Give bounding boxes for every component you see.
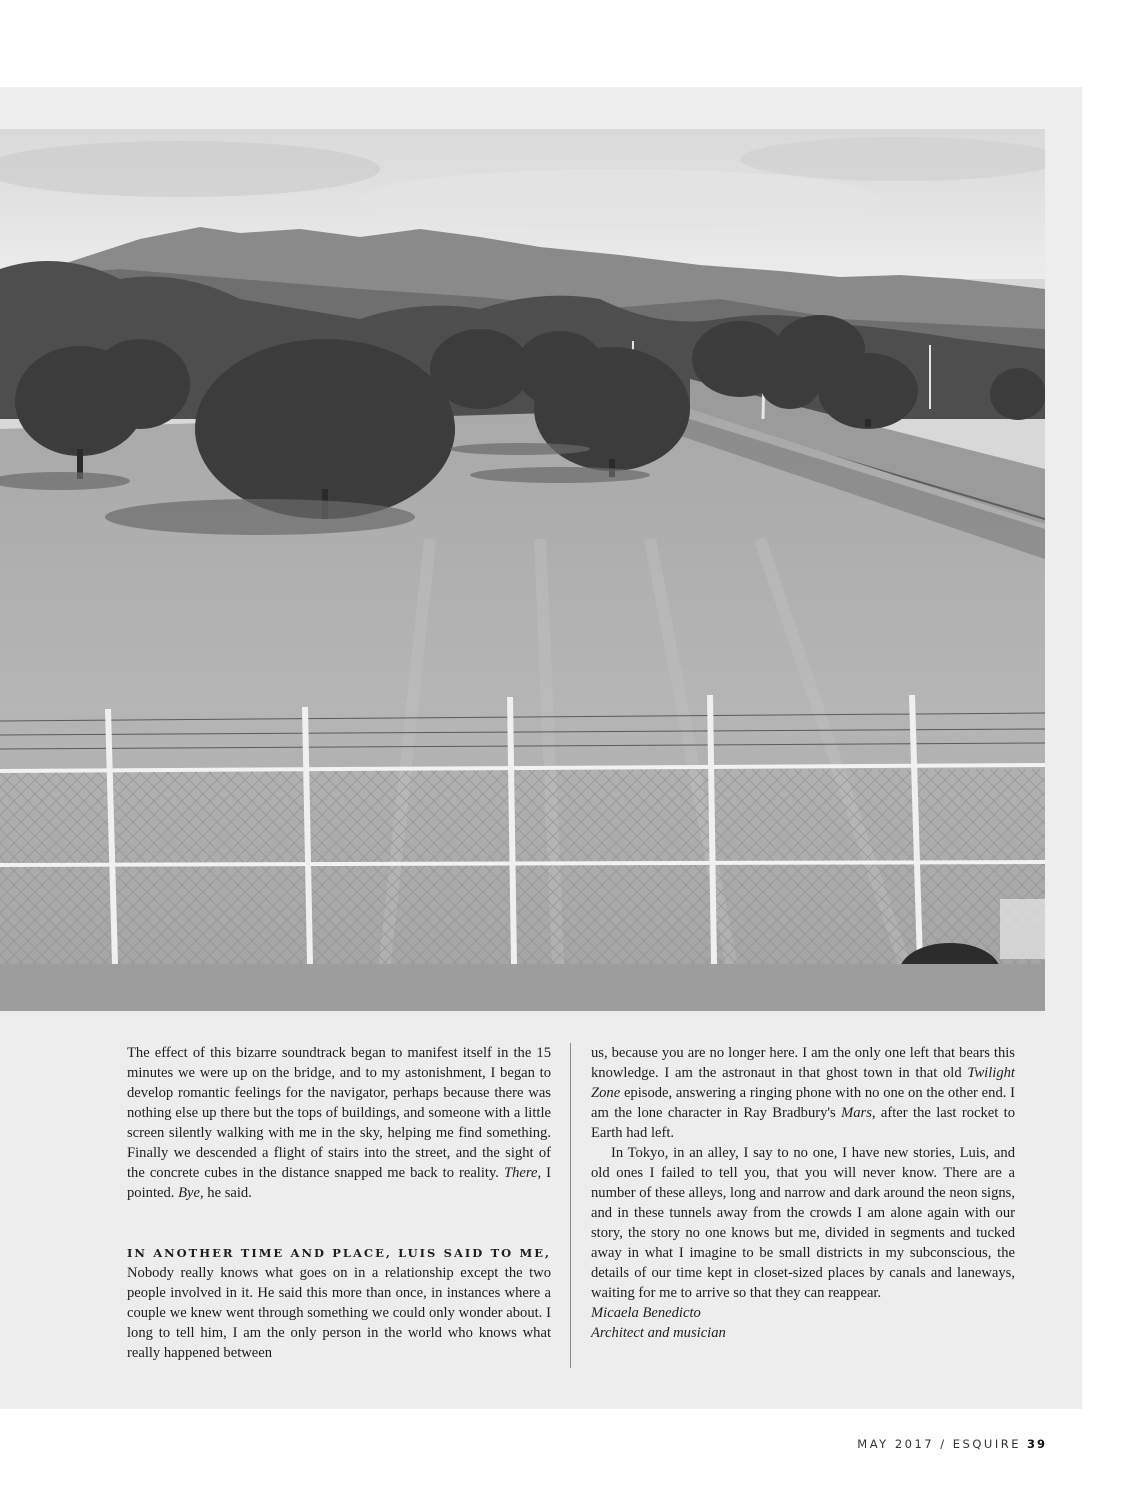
author-name: Micaela Benedicto xyxy=(591,1305,701,1321)
article-column-left xyxy=(127,1043,551,1363)
folio-text: MAY 2017 / ESQUIRE xyxy=(857,1437,1021,1451)
column-divider xyxy=(570,1043,571,1368)
author-signature xyxy=(591,1303,1015,1343)
article-paragraph: In Tokyo, in an alley, I say to no one, I have new stories, Luis, and old ones I failed to tell you, that you will never know. There are a number of these alleys, long and narrow and dark around the neon signs, and in these tunnels away from the crowds I am alone again with our story, the story no one knows but me, divided in segments and tucked away in what I imagine to be small districts in my subconscious, the details of our time kept in closet-sized places by canals and laneways, waiting for me to arrive so that they can reappear. xyxy=(591,1145,1015,1301)
article-paragraph: The effect of this bizarre soundtrack began to manifest itself in the 15 minutes we were up on the bridge, and to my astonishment, I began to develop romantic feelings for the navigator, perhaps because there was nothing else up there but the tops of buildings, and someone with a little screen silently walking with me in the sky, helping me find something. Finally we descended a flight of stairs into the street, and the sight of the concrete cubes in the distance snapped me back to reality. There, I pointed. Bye, he said. xyxy=(127,1045,551,1201)
page-folio xyxy=(857,1437,1047,1451)
article-column-right xyxy=(591,1043,1015,1343)
field-photograph xyxy=(0,129,1045,1011)
page-number: 39 xyxy=(1026,1437,1047,1451)
article-paragraph: us, because you are no longer here. I am the only one left that bears this knowledge. I am the astronaut in that ghost town in that old Twilight Zone episode, answering a ringing phone with no one on the other end. I am the lone character in Ray Bradbury's Mars, after the last rocket to Earth had left. xyxy=(591,1045,1016,1141)
author-role: Architect and musician xyxy=(591,1325,726,1341)
article-paragraph: IN ANOTHER TIME AND PLACE, LUIS SAID TO ME, Nobody really knows what goes on in a relationship except the two people involved in it. He said this more than once, in instances where a couple we knew went through something we could only wonder about. I long to tell him, I am the only person in the world who knows what really happened between xyxy=(127,1246,551,1361)
section-lead-in: IN ANOTHER TIME AND PLACE, LUIS SAID TO ME, xyxy=(127,1246,551,1260)
